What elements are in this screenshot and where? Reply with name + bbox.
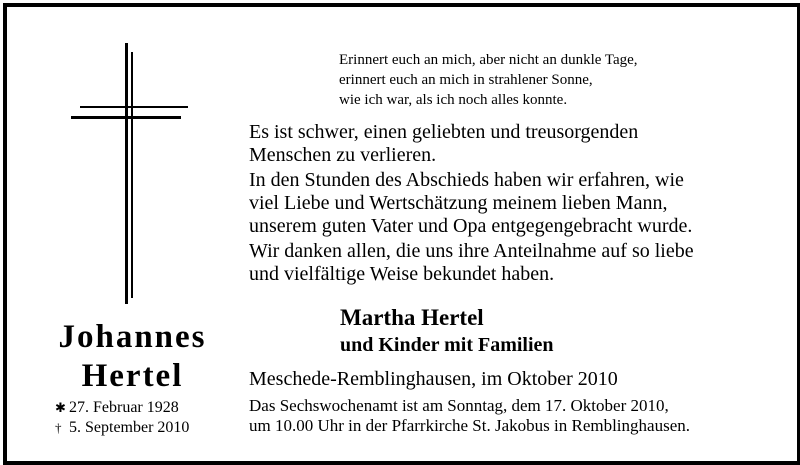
message-line: unserem guten Vater und Opa entgegengebracht wurde. xyxy=(249,215,693,237)
verse-line: wie ich war, als ich noch alles konnte. xyxy=(339,92,568,108)
cross-vertical-shadow xyxy=(131,52,133,298)
verse-line: erinnert euch an mich in strahlener Sonne, xyxy=(339,72,593,88)
message-line: Es ist schwer, einen geliebten und treusorgenden xyxy=(249,121,639,143)
verse-line: Erinnert euch an mich, aber nicht an dunkle Tage, xyxy=(339,52,638,68)
mourners-block xyxy=(340,304,554,358)
service-announcement xyxy=(249,396,690,436)
deceased-first-name: Johannes xyxy=(58,319,207,355)
death-date: 5. September 2010 xyxy=(69,419,190,436)
message-line: Menschen zu verlieren. xyxy=(249,144,437,166)
cross-horizontal-bar xyxy=(80,106,188,108)
message-line: In den Stunden des Abschieds haben wir erfahren, wie xyxy=(249,169,684,191)
death-cross-icon: † xyxy=(55,420,62,435)
birth-date-row xyxy=(55,398,215,418)
birth-star-icon: ✱ xyxy=(55,400,66,415)
death-date-row xyxy=(55,418,215,438)
mourner-name: Martha Hertel xyxy=(340,305,484,330)
gratitude-message xyxy=(249,121,694,288)
message-paragraph xyxy=(249,169,694,238)
deceased-name xyxy=(40,318,225,396)
message-paragraph xyxy=(249,121,694,167)
memorial-verse xyxy=(339,50,638,110)
message-line: viel Liebe und Wertschätzung meinem lieben Mann, xyxy=(249,192,668,214)
cross-vertical-bar xyxy=(125,43,128,304)
mourner-family: und Kinder mit Familien xyxy=(340,334,554,356)
life-dates xyxy=(55,398,215,438)
message-paragraph xyxy=(249,240,694,286)
service-line: Das Sechswochenamt ist am Sonntag, dem 17. Oktober 2010, xyxy=(249,396,669,415)
place-date: Meschede-Remblinghausen, im Oktober 2010 xyxy=(249,368,618,390)
birth-date: 27. Februar 1928 xyxy=(69,399,179,416)
service-line: um 10.00 Uhr in der Pfarrkirche St. Jakobus in Remblinghausen. xyxy=(249,416,690,435)
message-line: und vielfältige Weise bekundet haben. xyxy=(249,263,555,285)
deceased-last-name: Hertel xyxy=(81,358,184,394)
cross-horizontal-shadow xyxy=(71,116,181,119)
message-line: Wir danken allen, die uns ihre Anteilnahme auf so liebe xyxy=(249,240,694,262)
